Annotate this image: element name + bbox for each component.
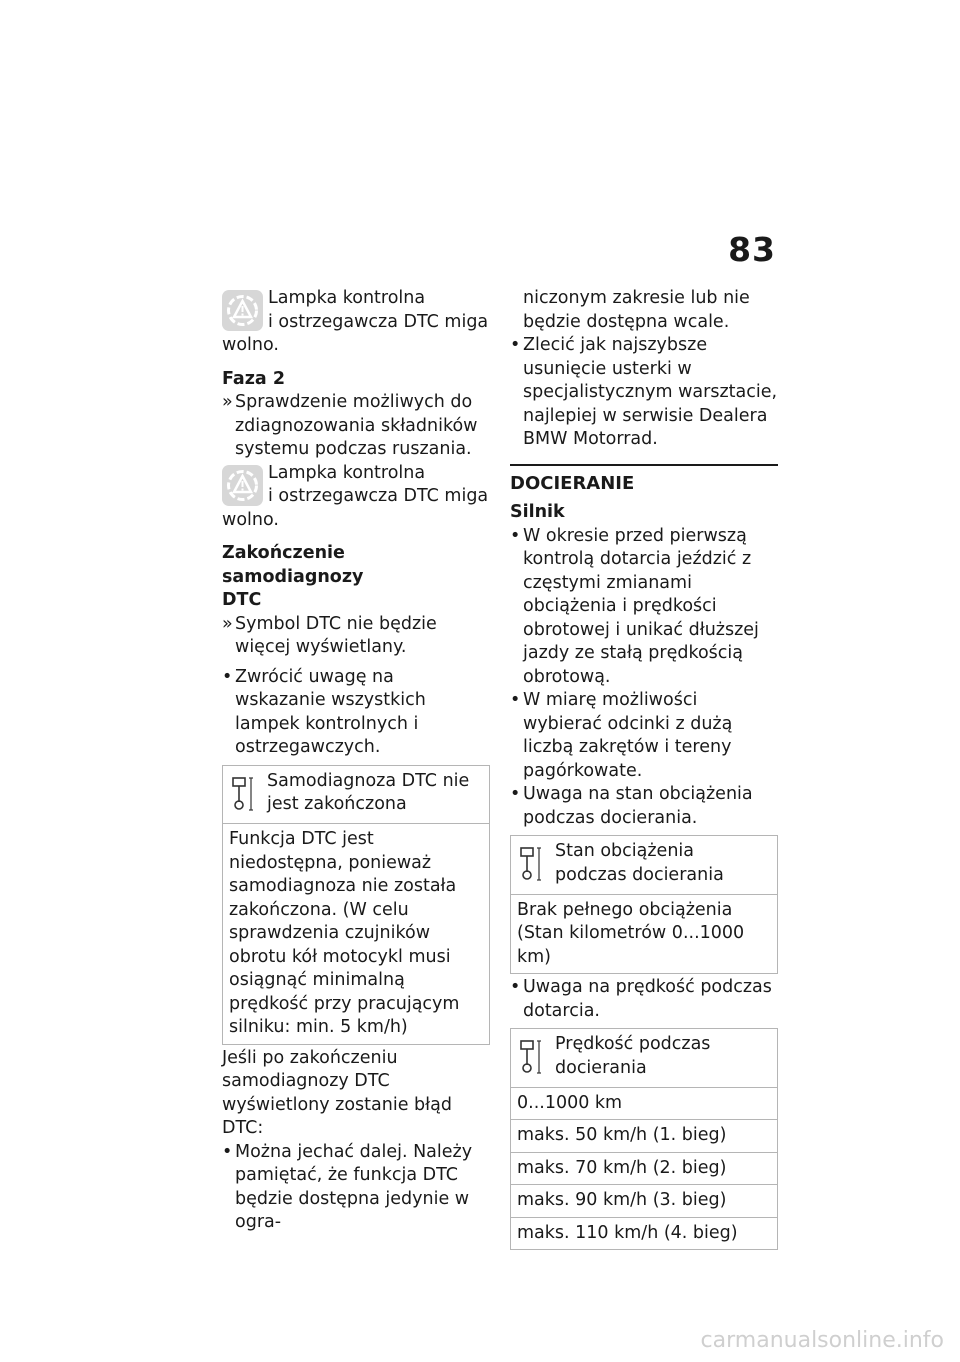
result-text: Symbol DTC nie będzie więcej wyświetlany.: [235, 613, 437, 657]
spec-table-row: maks. 110 km/h (4. bieg): [511, 1217, 778, 1250]
load-spec-table: [510, 835, 778, 974]
lamp-text-line: wolno.: [222, 509, 279, 530]
result-marker: »: [222, 613, 233, 634]
engine-piston-icon: [229, 770, 267, 820]
bullet-marker: •: [222, 1141, 233, 1162]
bullet-marker: •: [510, 690, 521, 710]
end-title-line: DTC: [222, 590, 262, 610]
bullet-text: Uwaga na prędkość podczas dotarcia.: [523, 977, 772, 1021]
right-column: [510, 287, 778, 1252]
spec-table-row: maks. 70 km/h (2. bieg): [511, 1152, 778, 1185]
continuation-text: niczonym zakresie lub nie będzie dostępna wcale.: [523, 288, 750, 332]
bullet-item: [510, 783, 778, 830]
bullet-text: Można jechać dalej. Należy pamiętać, że funkcja DTC będzie dostępna jedynie w ogra-: [235, 1141, 473, 1232]
bullet-item: [510, 689, 778, 783]
left-column: [222, 287, 490, 1235]
engine-piston-icon: [517, 1033, 555, 1083]
lamp-text-line: wolno.: [222, 335, 279, 355]
spec-table-row: 0...1000 km: [511, 1087, 778, 1120]
spec-table-row: maks. 90 km/h (3. bieg): [511, 1185, 778, 1218]
bullet-text: Zlecić jak najszybsze usunięcie usterki w specjalistycznym warsztacie, najlepiej w serwisie Dealera BMW Motorrad.: [523, 335, 778, 449]
lamp-text-line: i ostrzegawcza DTC miga: [268, 311, 489, 332]
spec-table-head: Samodiagnoza DTC nie jest zakończona: [267, 770, 470, 814]
speed-spec-table: [510, 1028, 778, 1250]
footer-watermark: carmanualsonline.info: [700, 1327, 944, 1353]
spec-table-body: Funkcja DTC jest niedostępna, ponieważ samodiagnoza nie została zakończona. (W celu sprawdzenia czujników obrotu kół motocykl musi osiągnąć minimalną prędkość przy pracującym silniku: min. 5 km/h): [223, 824, 490, 1045]
spec-table-head: Prędkość podczas docierania: [555, 1034, 711, 1078]
bullet-item: [510, 976, 778, 1023]
spec-table-head: Stan obciążenia podczas docierania: [555, 841, 724, 885]
bullet-marker: •: [510, 525, 521, 546]
result-item: [222, 613, 490, 660]
end-title-line: Zakończenie samodiagnozy: [222, 543, 364, 587]
continuation-item: [510, 287, 778, 334]
bullet-item: [222, 1141, 490, 1235]
result-marker: »: [222, 392, 233, 412]
spec-table-row: maks. 50 km/h (1. bieg): [511, 1120, 778, 1153]
bullet-item: [510, 334, 778, 452]
bullet-text: Uwaga na stan obciążenia podczas docierania.: [523, 784, 753, 828]
engine-piston-icon: [517, 840, 555, 890]
dtc-lamp-note-2: [222, 462, 490, 533]
dtc-warning-lamp-icon: [222, 290, 263, 331]
bullet-text: W okresie przed pierwszą kontrolą dotarcia jeździć z częstymi zmianami obciążenia i prędkości obrotowej i unikać dłuższej jazdy ze stałą prędkością obrotową.: [523, 525, 759, 687]
dtc-lamp-note-1: [222, 287, 490, 358]
result-item: [222, 391, 490, 462]
bullet-marker: •: [510, 335, 521, 355]
spec-table-body: Brak pełnego obciążenia (Stan kilometrów 0...1000 km): [511, 894, 778, 974]
sub-title: Silnik: [510, 502, 565, 522]
section-title: DOCIERANIE: [510, 464, 778, 496]
lamp-text-line: Lampka kontrolna: [268, 288, 426, 308]
bullet-text: Zwrócić uwagę na wskazanie wszystkich lampek kontrolnych i ostrzegawczych.: [235, 666, 426, 757]
bullet-marker: •: [510, 784, 521, 804]
end-title: [222, 542, 490, 613]
bullet-text: W miarę możliwości wybierać odcinki z dużą liczbą zakrętów i tereny pagórkowate.: [523, 690, 733, 781]
result-text: Sprawdzenie możliwych do zdiagnozowania składników systemu podczas ruszania.: [235, 392, 478, 459]
bullet-marker: •: [222, 666, 233, 687]
page-number: 83: [728, 230, 776, 269]
dtc-warning-lamp-icon: [222, 465, 263, 506]
dtc-spec-table: [222, 765, 490, 1045]
after-table-text: Jeśli po zakończeniu samodiagnozy DTC wyświetlony zostanie błąd DTC:: [222, 1047, 452, 1138]
bullet-marker: •: [510, 977, 521, 997]
phase-title: Faza 2: [222, 368, 286, 389]
lamp-text-line: Lampka kontrolna: [268, 462, 426, 483]
bullet-item: [222, 666, 490, 760]
lamp-text-line: i ostrzegawcza DTC miga: [268, 486, 489, 506]
bullet-item: [510, 525, 778, 690]
